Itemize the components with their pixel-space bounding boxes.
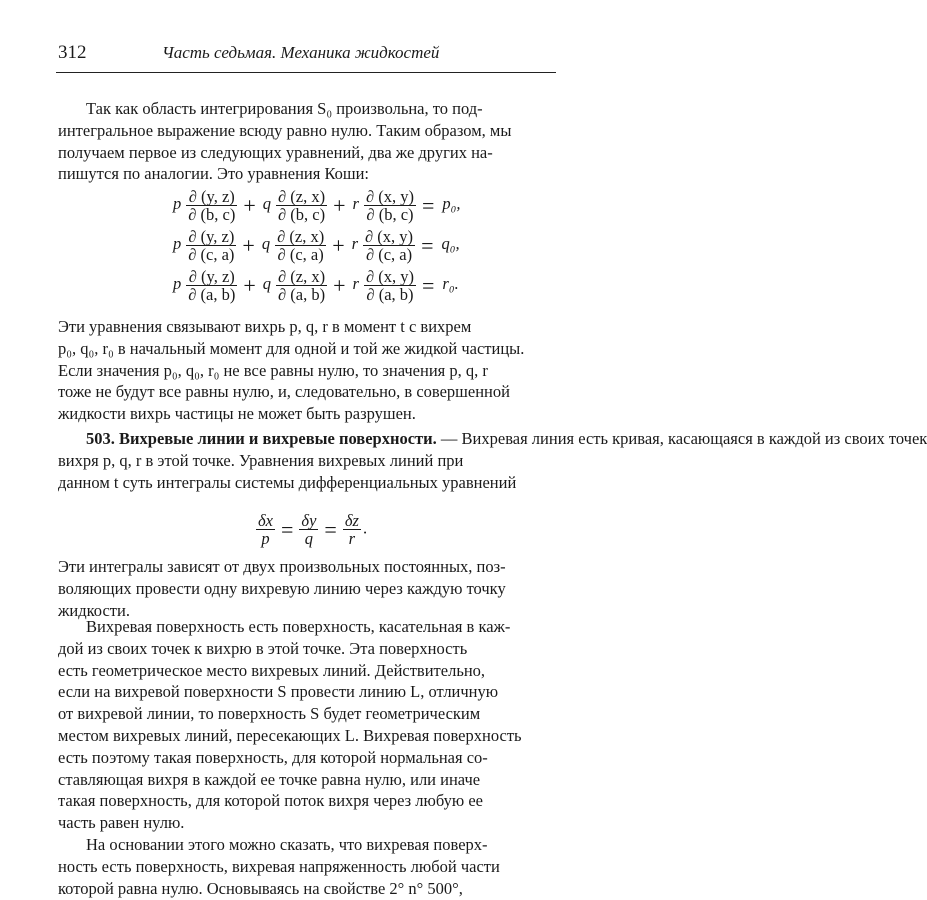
text-line: Так как область интегрирования S₀ произвольна, то под- [86,99,483,118]
text-line: жидкости. [58,600,130,620]
section-heading-line: 503. Вихревые линии и вихревые поверхности. — Вихревая линия есть кривая, касающаяся в каждой из своих точек [86,429,927,448]
text-line: На основании этого можно сказать, что вихревая поверх- [86,835,488,854]
cauchy-equation-1: p $\frac{\partial (y, z)}{\partial (b, c)}$ + q $\frac{\partial (z, x)}{\partial (b, c)}$ + r $\frac{\partial (x, y)}{\partial (b, c)}$ = p₀, [173,187,461,224]
header-rule [56,72,556,73]
text-line: Вихревая поверхность есть поверхность, касательная в каж- [86,617,511,636]
cauchy-equation-2: p $\frac{\partial (y, z)}{\partial (c, a)}$ + q $\frac{\partial (z, x)}{\partial (c, a)}$ + r $\frac{\partial (x, y)}{\partial (c, a)}$ = q₀, [173,227,460,264]
text-line: есть геометрическое место вихревых линий. Действительно, [58,660,486,680]
paragraph-3 [58,556,554,621]
running-header: Часть седьмая. Механика жидкостей [162,43,440,62]
paragraph-4 [58,616,554,834]
paragraph-1 [58,98,554,185]
text-line: вихря p, q, r в этой точке. Уравнения вихревых линий при [58,450,464,470]
section-heading: 503. Вихревые линии и вихревые поверхности. [86,429,437,448]
vortex-line-equations: $\frac{\delta x}{p}$ = $\frac{\delta y}{q}$ = $\frac{\delta z}{r}$ . [258,511,368,548]
text-line: местом вихревых линий, пересекающих L. Вихревая поверхность [58,725,522,745]
text-line: ность есть поверхность, вихревая напряженность любой части [58,856,500,876]
text-line: ставляющая вихря в каждой ее точке равна нулю, или иначе [58,769,481,789]
text-line: тоже не будут все равны нулю, и, следовательно, в совершенной [58,382,510,402]
text-line: интегральное выражение всюду равно нулю. Таким образом, мы [58,120,512,140]
rhs-3: r₀. [442,274,459,294]
text-line: получаем первое из следующих уравнений, два же других на- [58,142,493,162]
text-line: пишутся по аналогии. Это уравнения Коши: [58,164,370,184]
text-line: p₀, q₀, r₀ в начальный момент для одной и той же жидкой частицы. [58,338,525,358]
text-line: есть поэтому такая поверхность, для которой нормальная со- [58,747,488,767]
cauchy-equation-3: p $\frac{\partial (y, z)}{\partial (a, b)}$ + q $\frac{\partial (z, x)}{\partial (a, b)}$ + r $\frac{\partial (x, y)}{\partial (a, b)}$ = r₀. [173,267,459,304]
paragraph-5 [58,834,554,899]
paragraph-2 [58,316,554,425]
text-line: Если значения p₀, q₀, r₀ не все равны нулю, то значения p, q, r [58,360,488,380]
text-line: Эти интегралы зависят от двух произвольных постоянных, поз- [58,557,506,576]
text-line: данном t суть интегралы системы дифференциальных уравнений [58,472,517,492]
text-line: если на вихревой поверхности S провести линию L, отличную [58,682,499,702]
text-line: жидкости вихрь частицы не может быть разрушен. [58,404,416,424]
rhs-1: p₀, [442,194,461,214]
rhs-2: q₀, [441,234,460,254]
text-line: воляющих провести одну вихревую линию через каждую точку [58,578,506,598]
text-line: которой равна нулю. Основываясь на свойстве 2° n° 500°, [58,878,463,898]
page-number: 312 [58,42,87,63]
text-line: дой из своих точек к вихрю в этой точке. Эта поверхность [58,638,468,658]
text-line: Эти уравнения связывают вихрь p, q, r в момент t с вихрем [58,317,472,336]
text-line: такая поверхность, для которой поток вихря через любую ее [58,791,483,811]
section-503 [58,428,927,493]
text-line: часть равен нулю. [58,813,185,833]
text-line: от вихревой линии, то поверхность S будет геометрическим [58,704,481,724]
